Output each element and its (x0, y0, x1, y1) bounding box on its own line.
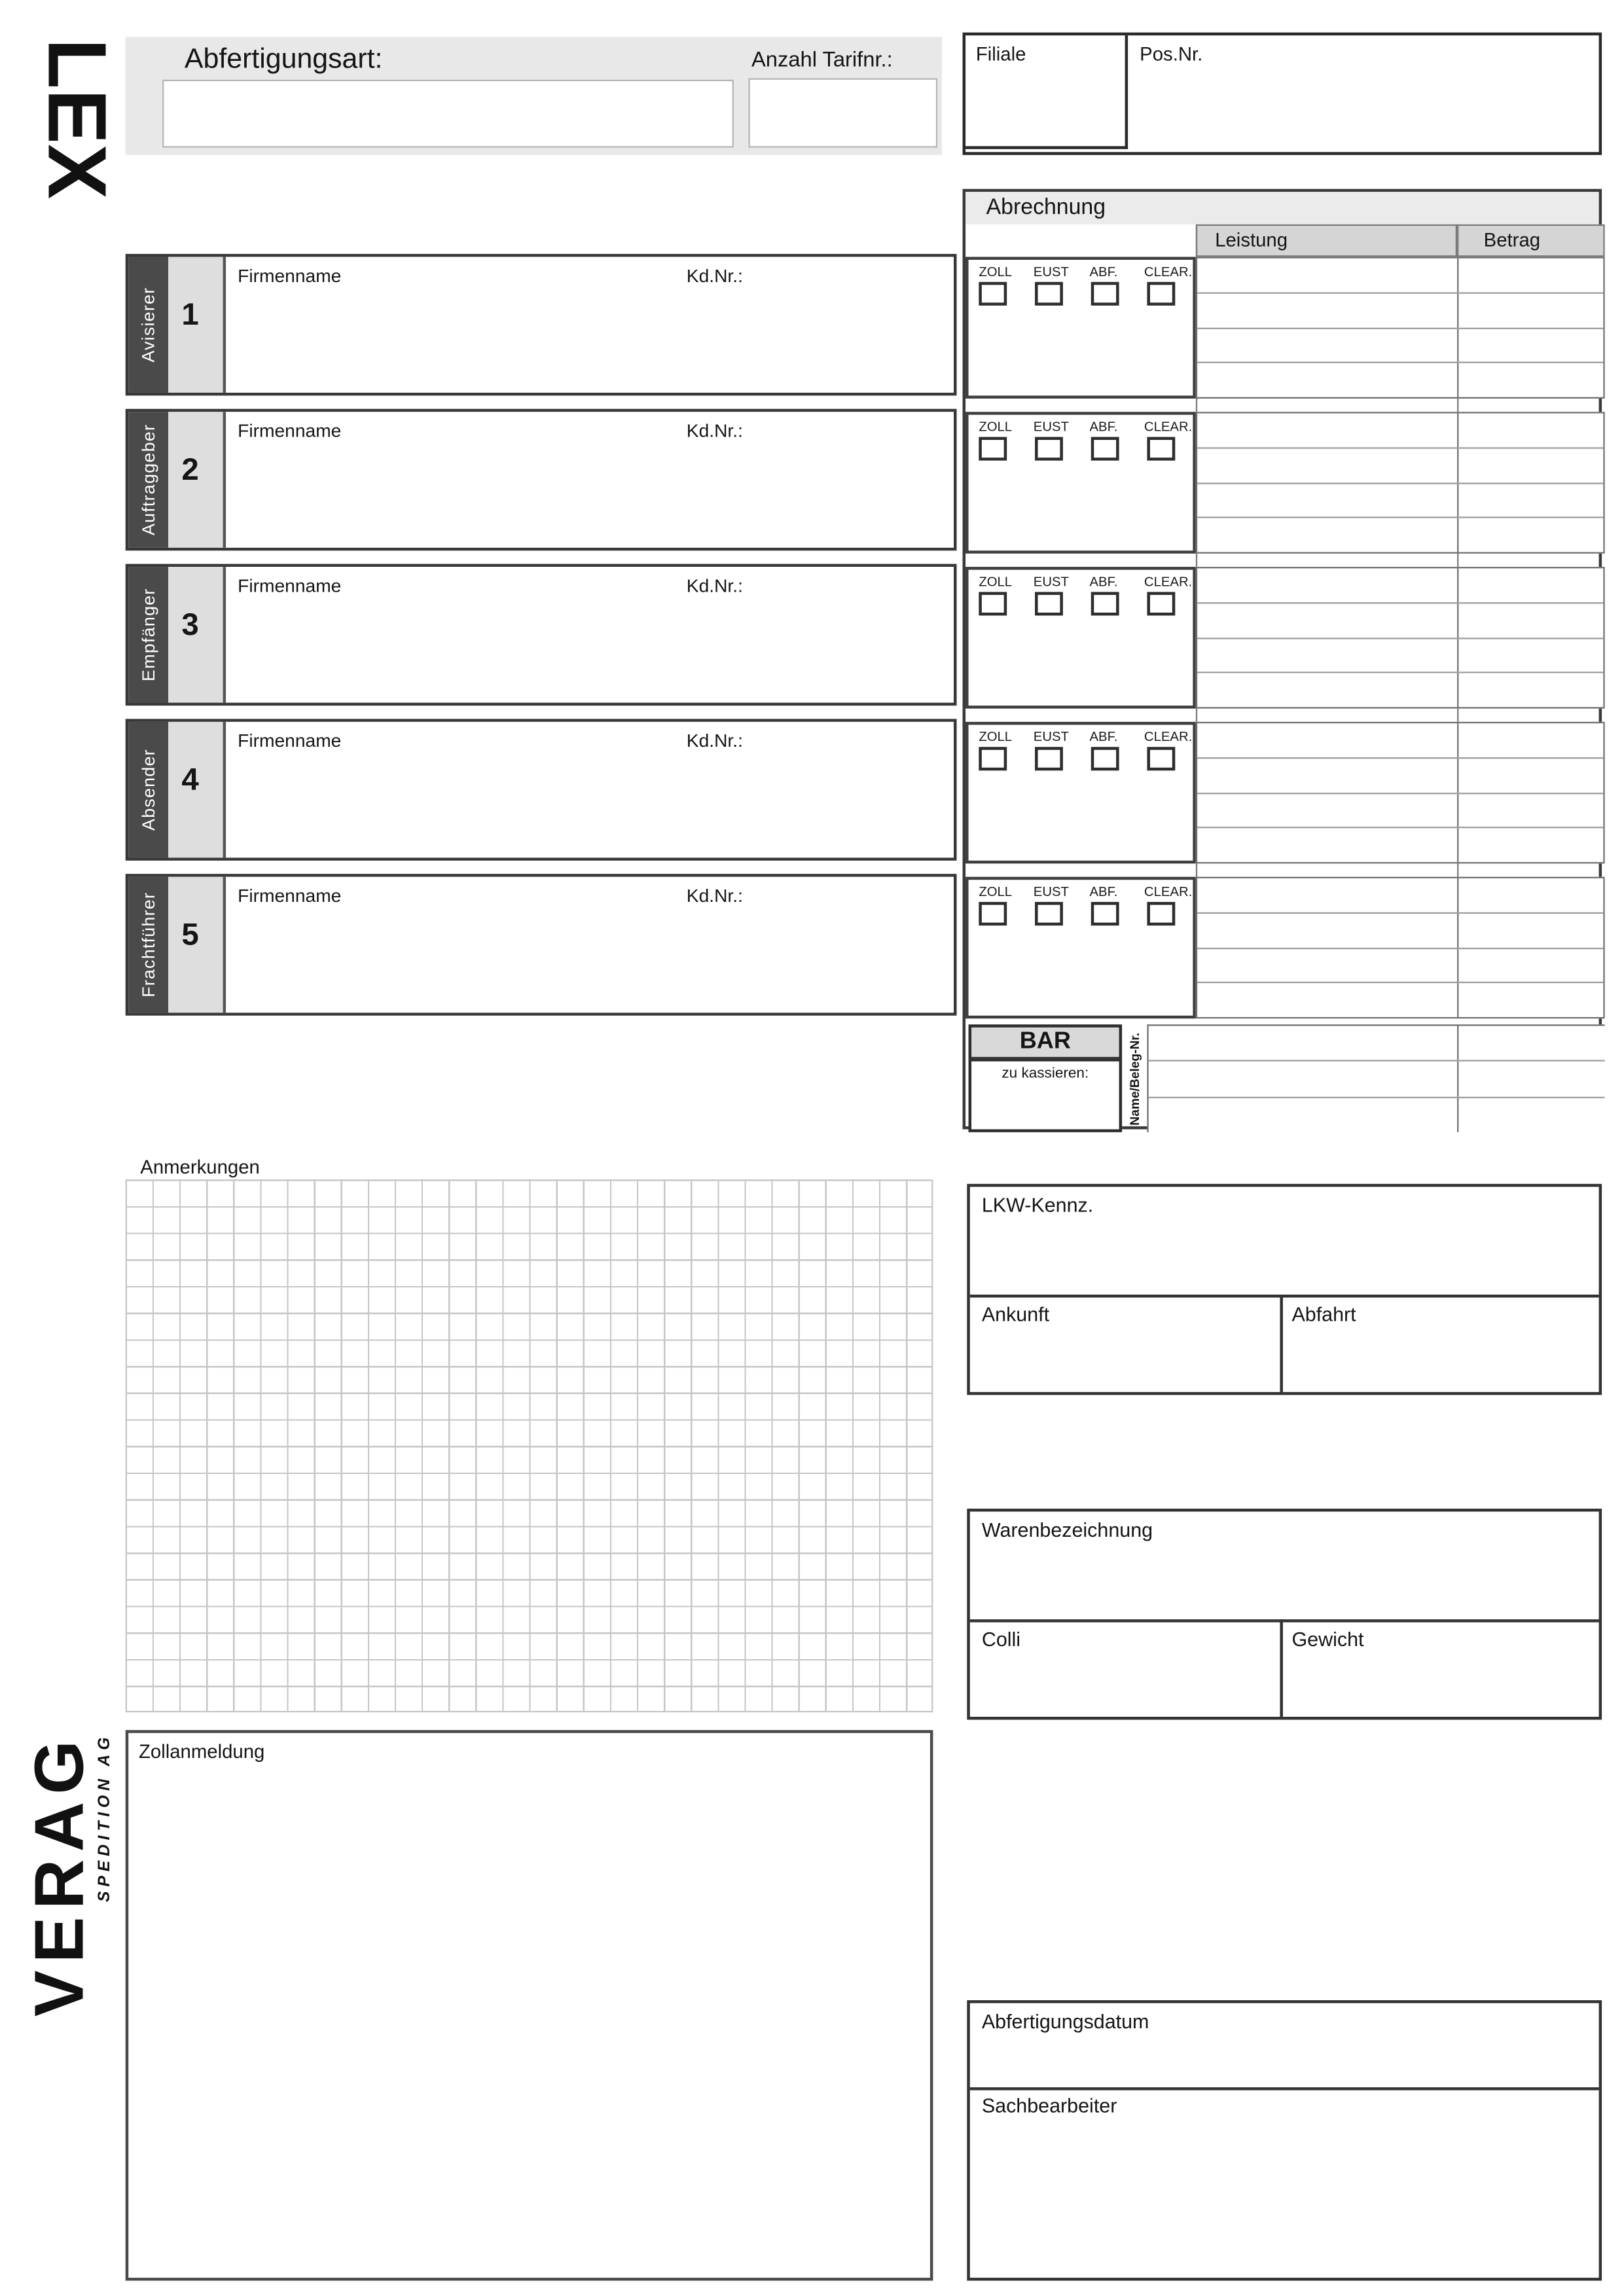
party-block-avisierer (126, 254, 957, 396)
clear-label: CLEAR. (1144, 264, 1193, 279)
party-role-label: Absender (137, 749, 159, 831)
party-block-frachtfuehrer (126, 874, 957, 1016)
leistung-cell[interactable] (1197, 329, 1458, 362)
clear-checkbox[interactable] (1147, 437, 1175, 461)
clear-label: CLEAR. (1144, 419, 1193, 435)
divider (1280, 1295, 1283, 1392)
abfertigung-box (967, 2000, 1602, 2281)
betrag-cell[interactable] (1458, 759, 1603, 792)
zoll-checkbox[interactable] (979, 747, 1007, 770)
firmenname-label: Firmenname (238, 575, 342, 597)
abf-checkbox[interactable] (1091, 592, 1119, 615)
abf-label: ABF. (1089, 264, 1118, 279)
filiale-label: Filiale (975, 43, 1026, 65)
clear-label: CLEAR. (1144, 574, 1193, 589)
checkbox-zone-4 (965, 722, 1196, 864)
divider (1280, 1619, 1283, 1717)
zoll-label: ZOLL (979, 419, 1013, 435)
zoll-label: ZOLL (979, 264, 1013, 279)
party-role-bar (128, 722, 168, 857)
ankunft-label: Ankunft (981, 1303, 1050, 1326)
party-details-field[interactable] (223, 722, 954, 857)
kdnr-label: Kd.Nr.: (686, 420, 743, 442)
posnr-label: Pos.Nr. (1140, 43, 1203, 65)
lkw-kennz-label: LKW-Kennz. (981, 1194, 1094, 1217)
party-number: 5 (181, 918, 199, 952)
party-details-field[interactable] (223, 257, 954, 392)
leistung-header: Leistung (1196, 224, 1457, 257)
billing-group-5 (1196, 877, 1605, 1019)
checkbox-zone-2 (965, 412, 1196, 554)
betrag-cell[interactable] (1458, 1098, 1604, 1132)
party-number: 1 (181, 298, 199, 332)
billing-row (1197, 518, 1603, 552)
party-number: 3 (181, 608, 199, 643)
colli-label: Colli (981, 1628, 1021, 1651)
abf-label: ABF. (1089, 729, 1118, 744)
party-number-strip (168, 567, 223, 702)
eust-label: EUST (1033, 729, 1069, 744)
leistung-cell[interactable] (1197, 793, 1458, 827)
party-number-strip (168, 257, 223, 392)
betrag-cell[interactable] (1458, 793, 1603, 827)
betrag-cell[interactable] (1458, 984, 1603, 1017)
betrag-cell[interactable] (1458, 673, 1603, 707)
billing-group-3 (1196, 567, 1605, 709)
abf-label: ABF. (1089, 574, 1118, 589)
kdnr-label: Kd.Nr.: (686, 730, 743, 751)
zoll-checkbox[interactable] (979, 437, 1007, 461)
eust-checkbox[interactable] (1035, 282, 1063, 306)
betrag-cell[interactable] (1458, 948, 1603, 982)
billing-row (1197, 293, 1603, 329)
betrag-cell[interactable] (1458, 329, 1603, 362)
clear-checkbox[interactable] (1147, 747, 1175, 770)
billing-row (1197, 829, 1603, 862)
billing-row (1197, 484, 1603, 519)
party-details-field[interactable] (223, 412, 954, 547)
leistung-cell[interactable] (1197, 414, 1458, 447)
abfertigungsart-field[interactable] (162, 80, 734, 148)
clear-label: CLEAR. (1144, 884, 1193, 899)
filiale-field[interactable] (965, 35, 1128, 149)
zoll-label: ZOLL (979, 574, 1013, 589)
party-number-strip (168, 722, 223, 857)
eust-label: EUST (1033, 419, 1069, 435)
abf-checkbox[interactable] (1091, 747, 1119, 770)
betrag-cell[interactable] (1458, 568, 1603, 601)
zollanmeldung-label: Zollanmeldung (139, 1740, 265, 1763)
leistung-cell[interactable] (1197, 829, 1458, 862)
betrag-cell[interactable] (1458, 414, 1603, 447)
betrag-cell[interactable] (1458, 829, 1603, 862)
betrag-cell[interactable] (1458, 484, 1603, 517)
betrag-cell[interactable] (1458, 363, 1603, 397)
leistung-cell[interactable] (1197, 363, 1458, 397)
party-block-auftraggeber (126, 409, 957, 551)
billing-row (1197, 638, 1603, 673)
leistung-cell[interactable] (1197, 603, 1458, 637)
billing-row (1197, 723, 1603, 759)
kdnr-label: Kd.Nr.: (686, 575, 743, 597)
billing-row (1197, 329, 1603, 364)
betrag-cell[interactable] (1458, 448, 1603, 482)
party-number-strip (168, 412, 223, 547)
leistung-cell[interactable] (1197, 484, 1458, 517)
billing-row (1197, 914, 1603, 949)
anzahl-tarifnr-label: Anzahl Tarifnr.: (751, 48, 893, 73)
billing-row (1197, 363, 1603, 397)
lex-logo: LEX (31, 38, 124, 200)
party-details-field[interactable] (223, 567, 954, 702)
leistung-cell[interactable] (1149, 1098, 1459, 1132)
zoll-checkbox[interactable] (979, 902, 1007, 925)
party-number: 4 (181, 763, 199, 797)
leistung-cell[interactable] (1197, 948, 1458, 982)
billing-row (1149, 1026, 1605, 1062)
party-role-label: Frachtführer (137, 891, 159, 997)
firmenname-label: Firmenname (238, 265, 342, 287)
abf-checkbox[interactable] (1091, 902, 1119, 925)
billing-row (1197, 448, 1603, 484)
verag-logo (19, 1732, 121, 2159)
leistung-cell[interactable] (1197, 914, 1458, 947)
betrag-cell[interactable] (1458, 1062, 1604, 1096)
betrag-cell[interactable] (1458, 638, 1603, 672)
zu-kassieren-label: zu kassieren: (1001, 1066, 1089, 1083)
abf-checkbox[interactable] (1091, 282, 1119, 306)
checkbox-zone-5 (965, 877, 1196, 1019)
abf-label: ABF. (1089, 884, 1118, 899)
party-role-bar (128, 567, 168, 702)
divider (970, 2087, 1599, 2090)
abfertigungsdatum-label: Abfertigungsdatum (981, 2010, 1149, 2033)
warenbezeichnung-box (967, 1509, 1602, 1720)
abf-checkbox[interactable] (1091, 437, 1119, 461)
divider (970, 1619, 1599, 1623)
zoll-label: ZOLL (979, 884, 1013, 899)
abfahrt-label: Abfahrt (1291, 1303, 1356, 1326)
billing-group-2 (1196, 412, 1605, 554)
name-beleg-label: Name/Beleg-Nr. (1127, 1031, 1142, 1125)
leistung-cell[interactable] (1197, 759, 1458, 792)
betrag-cell[interactable] (1458, 1026, 1604, 1061)
betrag-cell[interactable] (1458, 293, 1603, 327)
party-number: 2 (181, 453, 199, 488)
party-block-empfaenger (126, 564, 957, 706)
leistung-cell[interactable] (1197, 568, 1458, 601)
eust-label: EUST (1033, 264, 1069, 279)
party-details-field[interactable] (223, 877, 954, 1013)
anzahl-tarifnr-field[interactable] (748, 79, 937, 148)
checkbox-zone-1 (965, 257, 1196, 399)
lkw-box (967, 1184, 1602, 1395)
abrechnung-section (963, 189, 1602, 1130)
firmenname-label: Firmenname (238, 420, 342, 442)
clear-checkbox[interactable] (1147, 902, 1175, 925)
checkbox-zone-3 (965, 567, 1196, 709)
zoll-checkbox[interactable] (979, 282, 1007, 306)
warenbezeichnung-label: Warenbezeichnung (981, 1518, 1153, 1541)
billing-row (1149, 1098, 1605, 1132)
leistung-cell[interactable] (1197, 878, 1458, 912)
bar-header: BAR (969, 1024, 1123, 1060)
party-role-label: Avisierer (137, 287, 159, 363)
leistung-cell[interactable] (1197, 259, 1458, 292)
billing-row (1197, 948, 1603, 984)
zollanmeldung-field[interactable] (126, 1730, 933, 2280)
abfertigungsart-label: Abfertigungsart: (184, 44, 383, 76)
abf-label: ABF. (1089, 419, 1118, 435)
billing-row (1197, 568, 1603, 603)
leistung-cell[interactable] (1197, 638, 1458, 672)
clear-label: CLEAR. (1144, 729, 1193, 744)
anmerkungen-grid-field[interactable] (126, 1179, 933, 1712)
billing-row (1197, 878, 1603, 914)
betrag-cell[interactable] (1458, 914, 1603, 947)
billing-row (1149, 1062, 1605, 1098)
leistung-cell[interactable] (1149, 1026, 1459, 1061)
kdnr-label: Kd.Nr.: (686, 265, 743, 287)
leistung-cell[interactable] (1197, 723, 1458, 757)
party-role-bar (128, 412, 168, 547)
party-role-bar (128, 877, 168, 1013)
billing-group-4 (1196, 722, 1605, 864)
billing-row (1197, 259, 1603, 294)
leistung-cell[interactable] (1197, 518, 1458, 552)
betrag-cell[interactable] (1458, 723, 1603, 757)
zu-kassieren-field[interactable] (969, 1058, 1123, 1132)
bar-billing-rows (1147, 1024, 1604, 1132)
eust-checkbox[interactable] (1035, 437, 1063, 461)
zoll-label: ZOLL (979, 729, 1013, 744)
zoll-checkbox[interactable] (979, 592, 1007, 615)
billing-row (1197, 793, 1603, 829)
filiale-posnr-box (963, 33, 1602, 155)
party-role-bar (128, 257, 168, 392)
eust-checkbox[interactable] (1035, 902, 1063, 925)
divider (970, 1295, 1599, 1298)
eust-checkbox[interactable] (1035, 592, 1063, 615)
kdnr-label: Kd.Nr.: (686, 886, 743, 906)
leistung-cell[interactable] (1197, 673, 1458, 707)
leistung-cell[interactable] (1197, 293, 1458, 327)
betrag-header: Betrag (1456, 224, 1605, 257)
abfertigungsart-header (126, 37, 942, 154)
betrag-cell[interactable] (1458, 878, 1603, 912)
billing-row (1197, 984, 1603, 1017)
party-role-label: Auftraggeber (137, 423, 159, 536)
party-block-absender (126, 719, 957, 861)
billing-group-1 (1196, 257, 1605, 399)
eust-label: EUST (1033, 884, 1069, 899)
billing-row (1197, 414, 1603, 449)
eust-checkbox[interactable] (1035, 747, 1063, 770)
party-role-label: Empfänger (137, 588, 159, 682)
leistung-cell[interactable] (1197, 448, 1458, 482)
billing-row (1197, 673, 1603, 707)
verag-wordmark: VERAG (19, 1732, 98, 2017)
verag-subtitle: SPEDITION AG (96, 1732, 114, 1902)
clear-checkbox[interactable] (1147, 282, 1175, 306)
firmenname-label: Firmenname (238, 886, 342, 906)
betrag-cell[interactable] (1458, 603, 1603, 637)
leistung-cell[interactable] (1197, 984, 1458, 1017)
name-beleg-column (1122, 1024, 1147, 1132)
firmenname-label: Firmenname (238, 730, 342, 751)
billing-row (1197, 759, 1603, 794)
leistung-cell[interactable] (1149, 1062, 1459, 1096)
abrechnung-title: Abrechnung (965, 192, 1599, 224)
eust-label: EUST (1033, 574, 1069, 589)
sachbearbeiter-label: Sachbearbeiter (981, 2094, 1117, 2117)
betrag-cell[interactable] (1458, 259, 1603, 292)
gewicht-label: Gewicht (1291, 1628, 1364, 1651)
billing-row (1197, 603, 1603, 639)
anmerkungen-label: Anmerkungen (140, 1155, 260, 1178)
betrag-cell[interactable] (1458, 518, 1603, 552)
clear-checkbox[interactable] (1147, 592, 1175, 615)
party-number-strip (168, 877, 223, 1013)
